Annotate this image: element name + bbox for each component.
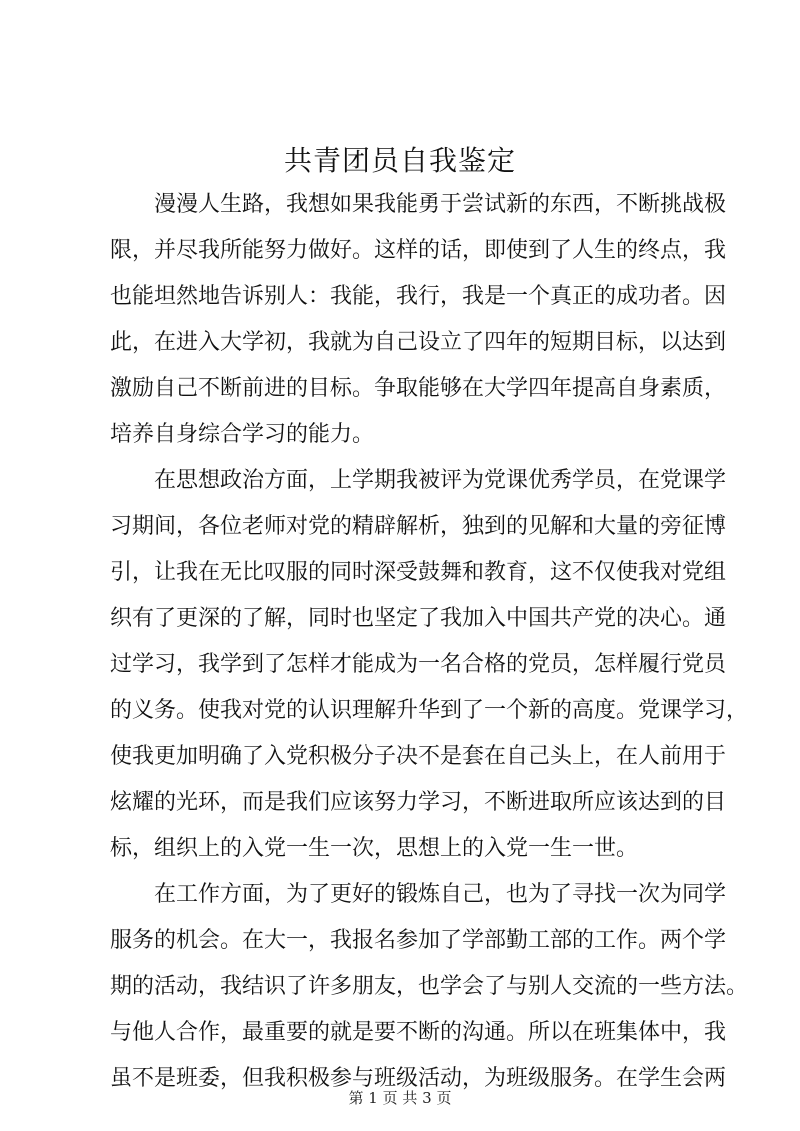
text-line: 引，让我在无比叹服的同时深受鼓舞和教育，这不仅使我对党组 [110,560,727,585]
page-footer: 第 1 页 共 3 页 [348,1089,452,1107]
text-line: 过学习，我学到了怎样才能成为一名合格的党员，怎样履行党员 [110,652,727,677]
text-line: 服务的机会。在大一，我报名参加了学部勤工部的工作。两个学 [110,928,727,953]
paragraph-2 [110,458,749,872]
text-line: 织有了更深的了解，同时也坚定了我加入中国共产党的决心。通 [110,606,727,631]
text-line: 培养自身综合学习的能力。 [110,422,375,447]
text-line: 在思想政治方面，上学期我被评为党课优秀学员，在党课学 [154,468,727,493]
text-line: 漫漫人生路，我想如果我能勇于尝试新的东西，不断挑战极 [154,192,727,217]
text-line: 期的活动，我结识了许多朋友，也学会了与别人交流的一些方法。 [110,974,749,999]
text-line: 在工作方面，为了更好的锻炼自己，也为了寻找一次为同学 [154,882,727,907]
text-line: 使我更加明确了入党积极分子决不是套在自己头上，在人前用于 [110,744,727,769]
document-title: 共青团员自我鉴定 [283,144,516,177]
text-line: 与他人合作，最重要的就是要不断的沟通。所以在班集体中，我 [110,1020,727,1045]
document-body [110,182,749,1102]
text-line: 限，并尽我所能努力做好。这样的话，即使到了人生的终点，我 [110,238,727,263]
text-line: 也能坦然地告诉别人：我能，我行，我是一个真正的成功者。因 [110,284,727,309]
text-line: 激励自己不断前进的目标。争取能够在大学四年提高自身素质， [110,376,727,401]
text-line: 标，组织上的入党一生一次，思想上的入党一生一世。 [110,836,639,861]
text-line: 习期间，各位老师对党的精辟解析，独到的见解和大量的旁征博 [110,514,727,539]
paragraph-1 [110,182,727,458]
text-line: 的义务。使我对党的认识理解升华到了一个新的高度。党课学习， [110,698,749,723]
text-line: 虽不是班委，但我积极参与班级活动，为班级服务。在学生会两 [110,1066,727,1091]
text-line: 炫耀的光环，而是我们应该努力学习，不断进取所应该达到的目 [110,790,727,815]
text-line: 此，在进入大学初，我就为自己设立了四年的短期目标，以达到 [110,330,727,355]
paragraph-3 [110,872,749,1102]
